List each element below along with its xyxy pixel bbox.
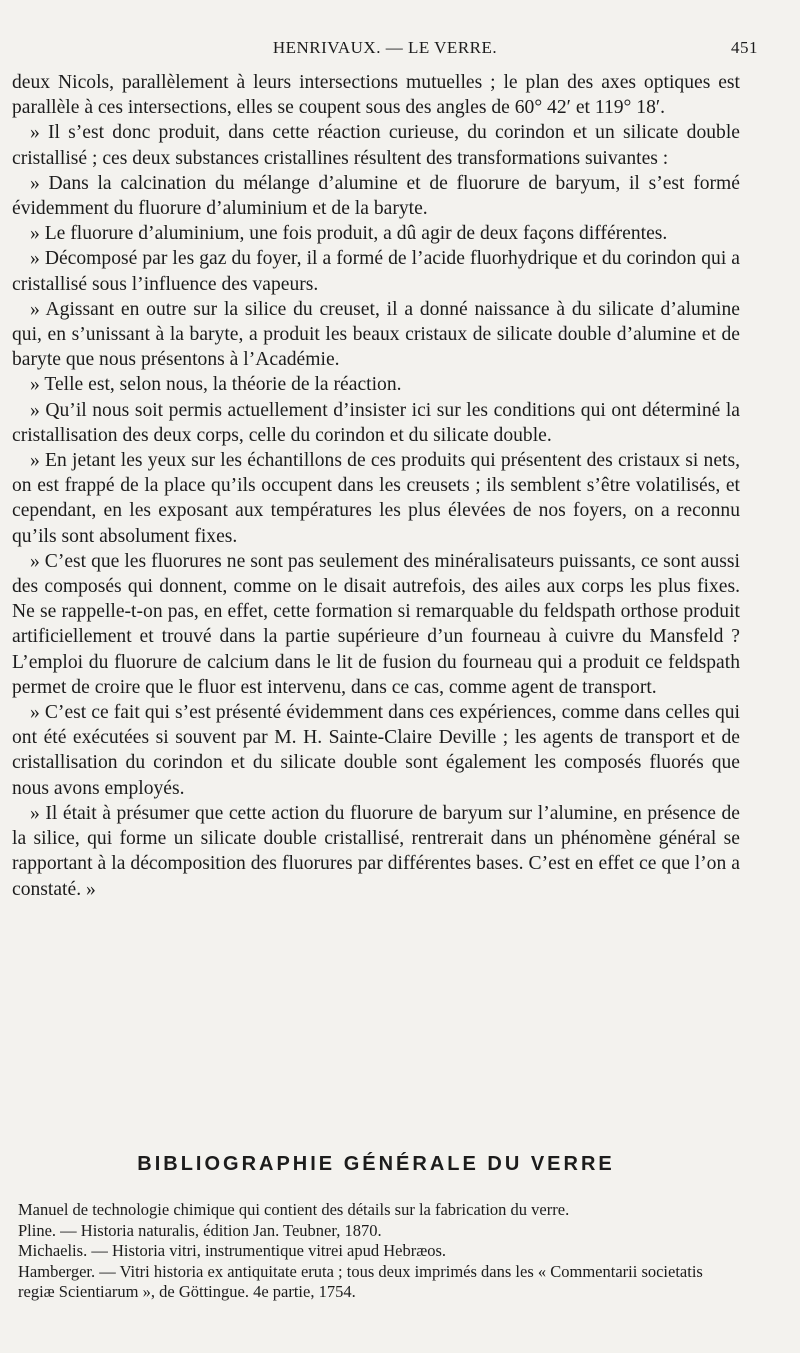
paragraph: » Telle est, selon nous, la théorie de la réaction. [30,374,402,396]
paragraph: » En jetant les yeux sur les échantillons de ces produits qui présentent des cristaux si nets, on est frappé de la place qu’ils occupent dans les creusets ; ils semblent s’être volatilisés, et cependant, en les exposant aux températures les plus élevées de nos foyers, on a reconnu qu’ils sont absolument fixes. [12,450,740,547]
bibliography-entry: Pline. — Historia naturalis, édition Jan. Teubner, 1870. [18,1220,382,1240]
page-number: 451 [731,38,758,57]
paragraph: deux Nicols, parallèlement à leurs intersections mutuelles ; le plan des axes optiques est parallèle à ces intersections, elles se coupent sous des angles de 60° 42′ et 119° 18′. [12,72,740,119]
paragraph: » Agissant en outre sur la silice du creuset, il a donné naissance à du silicate d’alumine qui, en s’unissant à la baryte, a produit les beaux cristaux de silicate double d’alumine et de baryte que nous présentons à l’Académie. [12,298,740,371]
paragraph: » Il était à présumer que cette action du fluorure de baryum sur l’alumine, en présence de la silice, qui forme un silicate double cristallisé, rentrerait dans un phénomène général se rapportant à la décomposition des fluorures par différentes bases. C’est en effet ce que l’on a constaté. » [12,802,740,900]
running-title: HENRIVAUX. — LE VERRE. [272,38,498,57]
paragraph: » Le fluorure d’aluminium, une fois produit, a dû agir de deux façons différentes. [30,223,668,245]
paragraph: » C’est que les fluorures ne sont pas seulement des minéralisateurs puissants, ce sont aussi des composés qui donnent, comme on le disait autrefois, des ailes aux corps les plus fixes. Ne se rappelle-t-on pas, en effet, cette formation si remarquable du feldspath orthose produit artificiellement et trouvé dans la partie supérieure d’un fourneau à cuivre du Mansfeld ? L’emploi du fluorure de calcium dans le lit de fusion du fourneau qui a produit ce feldspath permet de croire que le fluor est intervenu, dans ce cas, comme agent de transport. [12,550,740,698]
paragraph: » Il s’est donc produit, dans cette réaction curieuse, du corindon et un silicate double cristallisé ; ces deux substances cristallines résultent des transformations suivantes : [12,122,740,169]
paragraph: » Décomposé par les gaz du foyer, il a formé de l’acide fluorhydrique et du corindon qui a cristallisé sous l’influence des vapeurs. [12,248,740,295]
bibliography-heading: BIBLIOGRAPHIE GÉNÉRALE DU VERRE [137,1153,615,1175]
bibliography-entry: Hamberger. — Vitri historia ex antiquitate eruta ; tous deux imprimés dans les « Commentarii societatis regiæ Scientiarum », de Göttingue. 4e partie, 1754. [18,1261,703,1301]
bibliography-entry: Michaelis. — Historia vitri, instrumentique vitrei apud Hebræos. [18,1241,447,1260]
paragraph: » Qu’il nous soit permis actuellement d’insister ici sur les conditions qui ont déterminé la cristallisation des deux corps, celle du corindon et du silicate double. [12,399,740,446]
body-text [12,70,740,902]
running-head [12,38,758,62]
paragraph: » C’est ce fait qui s’est présenté évidemment dans ces expériences, comme dans celles qui ont été exécutées si souvent par M. H. Sainte-Claire Deville ; les agents de transport et de cristallisation du corindon et du silicate double sont également les composés fluorés que nous avons employés. [12,702,740,799]
bibliography-list [18,1200,742,1303]
paragraph: » Dans la calcination du mélange d’alumine et de fluorure de baryum, il s’est formé évidemment du fluorure d’aluminium et de la baryte. [12,172,740,220]
bibliography-entry: Manuel de technologie chimique qui contient des détails sur la fabrication du verre. [18,1200,570,1219]
